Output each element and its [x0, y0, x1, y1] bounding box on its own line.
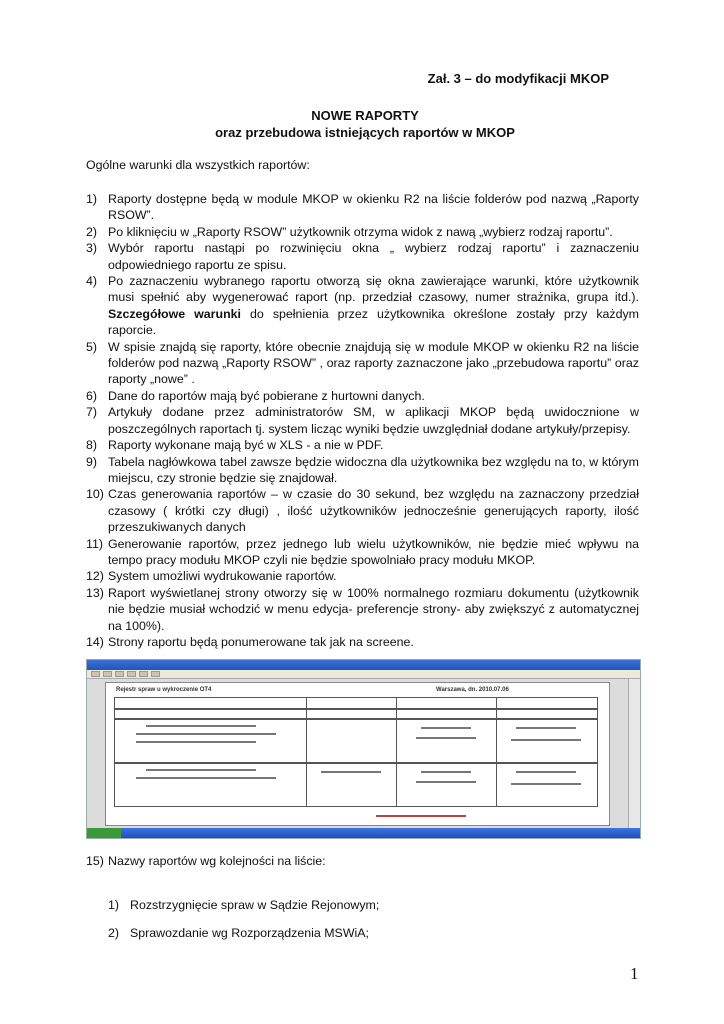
item-text: W spisie znajdą się raporty, które obecnie znajdują się w module MKOP w okienku R2 na liście folderów pod nazwą „Raporty RSOW” , oraz raporty zaznaczone jako „przebudowa raportu” oraz raporty „nowe” . [108, 339, 639, 387]
item-text: Po kliknięciu w „Raporty RSOW” użytkownik otrzyma widok z nawą „wybierz rodzaj raportu”. [108, 224, 613, 239]
item-text-part: do spełnienia przez użytkownika określone zostały przy każdym raporcie. [108, 306, 640, 338]
item-text: Sprawozdanie wg Rozporządzenia MSWiA; [130, 926, 369, 940]
document-title: NOWE RAPORTY [311, 108, 419, 123]
item-text: Rozstrzygnięcie spraw w Sądzie Rejonowym; [130, 898, 380, 912]
item-number: 1) [86, 192, 98, 206]
attachment-label: Zał. 3 – do modyfikacji MKOP [427, 71, 609, 86]
document-subtitle: oraz przebudowa istniejących raportów w MKOP [215, 125, 515, 140]
list-item [86, 191, 639, 224]
item-text: Generowanie raportów, przez jednego lub wielu użytkowników, nie będzie mieć wpływu na tempo pracy modułu MKOP czyli nie będzie spowolniało pracy modułu MKOP. [108, 536, 639, 567]
item-text: System umożliwi wydrukowanie raportów. [108, 569, 337, 584]
item-number: 9) [86, 454, 98, 469]
list-item [86, 585, 639, 634]
column-divider [496, 697, 497, 807]
blurred-text [321, 771, 381, 773]
list-item [86, 634, 639, 650]
item-text: Raport wyświetlanej strony otworzy się w 100% normalnego rozmiaru dokumentu (użytkownik nie będzie musiał wchodzić w menu edycja- preferencje strony- aby zwiększyć z automatycznej na 100%). [108, 585, 639, 633]
screenshot-taskbar [87, 828, 640, 838]
item-number: 14) [86, 634, 104, 649]
column-divider [396, 697, 397, 807]
item-number: 15) [86, 854, 104, 868]
item-text: Raporty wykonane mają być w XLS - a nie w PDF. [108, 438, 384, 453]
list-item [86, 339, 639, 388]
list-item [86, 454, 639, 487]
intro-text: Ogólne warunki dla wszystkich raportów: [86, 158, 310, 172]
report-header-numbers [114, 709, 598, 719]
blurred-text [416, 737, 476, 739]
item-text-part: Po zaznaczeniu wybranego raportu otworzą się okna zawierające warunki, które użytkownik musi spełnić aby wygenerować raport (np. przedział czasowy, numer strażnika, grupa itd.). [108, 274, 639, 305]
item-number: 1) [108, 898, 120, 912]
item-text-bold: Szczegółowe warunki [108, 306, 241, 321]
report-header-row [114, 697, 598, 709]
item-text: Strony raportu będą ponumerowane tak jak na screene. [108, 634, 414, 649]
item-number: 3) [86, 241, 98, 256]
embedded-screenshot [86, 659, 641, 839]
item-number: 11) [86, 536, 103, 551]
item-text: Nazwy raportów wg kolejności na liście: [108, 854, 326, 868]
blurred-text [421, 727, 471, 729]
conditions-list [86, 191, 639, 650]
start-button [87, 828, 121, 838]
item-number: 10) [86, 487, 104, 502]
blurred-text [146, 725, 256, 727]
blurred-text [511, 783, 581, 785]
item-number: 6) [86, 388, 98, 403]
list-item [86, 437, 639, 453]
item-text: Raporty dostępne będą w module MKOP w okienku R2 na liście folderów pod nazwą „Raporty RSOW”. [108, 192, 639, 223]
list-item [86, 388, 639, 404]
list-item [86, 486, 639, 535]
blurred-text [516, 771, 576, 773]
blurred-text [146, 769, 256, 771]
list-item [86, 854, 326, 868]
report-name-item [108, 926, 369, 940]
item-number: 2) [86, 224, 98, 239]
screenshot-scrollbar [628, 679, 640, 828]
blurred-text [136, 741, 256, 743]
item-text: Dane do raportów mają być pobierane z hurtowni danych. [108, 388, 425, 403]
report-title: Rejestr spraw u wykroczenie OT4 [116, 687, 212, 693]
screenshot-report-page [105, 682, 610, 826]
item-number: 12) [86, 569, 104, 584]
item-number: 5) [86, 339, 98, 354]
screenshot-toolbar [87, 670, 640, 679]
page-number: 1 [630, 964, 639, 983]
item-text: Czas generowania raportów – w czasie do 30 sekund, bez względu na zaznaczony przedział czasowy ( krótki czy długi) , ilość użytkowników jednocześnie generujących raporty, ilość przeszukiwanych danych [108, 487, 639, 535]
item-number: 2) [108, 926, 120, 940]
list-item [86, 240, 639, 273]
blurred-text [416, 781, 476, 783]
blurred-text [421, 771, 471, 773]
blurred-text [516, 727, 576, 729]
item-text: Tabela nagłówkowa tabel zawsze będzie widoczna dla użytkownika bez względu na to, w którym miejscu, czy stronie będzie się znajdował. [108, 454, 639, 485]
item-number: 8) [86, 438, 98, 453]
item-text: Wybór raportu nastąpi po rozwinięciu okna „ wybierz rodzaj raportu” i zaznaczeniu odpowiedniego raportu ze spisu. [108, 241, 639, 272]
column-divider [306, 697, 307, 807]
report-name-item [108, 898, 379, 912]
item-number: 13) [86, 585, 104, 600]
list-item [86, 568, 639, 584]
blurred-text [136, 733, 276, 735]
screenshot-titlebar [87, 660, 640, 670]
item-text [108, 273, 639, 339]
item-number: 7) [86, 405, 98, 420]
blurred-text [136, 777, 276, 779]
list-item [86, 536, 639, 569]
item-text: Artykuły dodane przez administratorów SM, w aplikacji MKOP będą uwidocznione w poszczególnych raportach tj. system licząc wyniki będzie uwzględniał dodane artykuły/przepisy. [108, 405, 639, 436]
blurred-text [511, 739, 581, 741]
page-footer-text [376, 815, 466, 817]
list-item [86, 404, 639, 437]
report-place-date: Warszawa, dn. 2010.07.06 [436, 687, 509, 693]
list-item [86, 224, 639, 240]
list-item [86, 273, 639, 339]
item-number: 4) [86, 274, 98, 289]
